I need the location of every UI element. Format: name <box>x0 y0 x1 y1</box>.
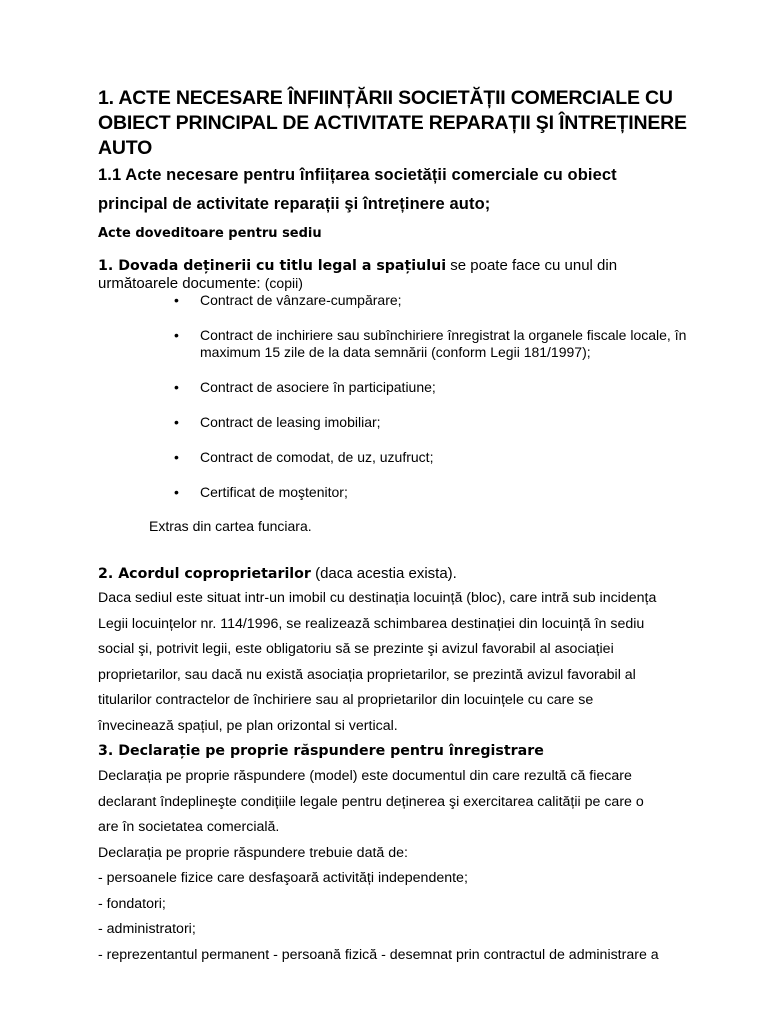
documents-list <box>98 292 718 501</box>
list-item-text: Contract de inchiriere sau subînchiriere înregistrat la organele fiscale locale, în maximum 15 zile de la data semnării (conform Legii 181/1997); <box>200 327 687 360</box>
item2-text: (daca acestia exista). <box>310 565 457 582</box>
paragraph-line: proprietarilor, sau dacă nu există asociația proprietarilor, se prezintă avizul favorabil al <box>98 666 636 683</box>
bullet-icon: • <box>174 414 179 430</box>
item1-note: (copii) <box>264 275 303 291</box>
paragraph-line: - persoanele fizice care desfaşoară activități independente; <box>98 870 468 886</box>
item1-text-a: se poate face cu unul din <box>446 257 618 274</box>
list-item-text: Certificat de moştenitor; <box>200 484 348 500</box>
list-item <box>98 414 718 431</box>
paragraph-line: social şi, potrivit legii, este obligatoriu să se prezinte şi avizul favorabil al asociației <box>98 641 614 657</box>
document-page <box>98 86 718 968</box>
list-item-text: Contract de leasing imobiliar; <box>200 414 381 430</box>
extras-line: Extras din cartea funciara. <box>149 518 312 534</box>
list-item-text: Contract de comodat, de uz, uzufruct; <box>200 449 434 465</box>
paragraph-line: Declarația pe proprie răspundere trebuie dată de: <box>98 844 408 861</box>
list-item <box>98 484 718 501</box>
paragraph-line: titularilor contractelor de închiriere sau al proprietarilor din locuințele cu care se <box>98 692 594 708</box>
paragraph-line: - fondatori; <box>98 895 166 912</box>
bullet-icon: • <box>174 379 179 395</box>
paragraph-line: Daca sediul este situat intr-un imobil cu destinația locuință (bloc), care intră sub incidența <box>98 590 657 606</box>
item3-paragraph <box>98 764 718 968</box>
section-heading: Acte doveditoare pentru sediu <box>98 226 322 241</box>
item1-paragraph <box>98 257 718 292</box>
title-line: AUTO <box>98 137 153 159</box>
item2-bold: 2. Acordul coproprietarilor <box>98 566 311 582</box>
paragraph-line: învecinează spațiul, pe plan orizontal si vertical. <box>98 717 398 734</box>
paragraph-line: are în societatea comercială. <box>98 819 280 835</box>
list-item <box>98 449 718 466</box>
title-line: OBIECT PRINCIPAL DE ACTIVITATE REPARAȚII ŞI ÎNTREȚINERE <box>98 112 687 134</box>
list-item <box>98 379 718 396</box>
list-item <box>98 292 718 309</box>
item3-heading: 3. Declarație pe proprie răspundere pentru înregistrare <box>98 743 544 759</box>
bullet-icon: • <box>174 484 179 500</box>
bullet-icon: • <box>174 327 179 343</box>
paragraph-line: declarant îndeplineşte condițiile legale pentru deținerea şi exercitarea calității pe care o <box>98 793 644 810</box>
document-title <box>98 86 718 161</box>
document-subtitle <box>98 161 718 219</box>
list-item <box>98 327 718 361</box>
paragraph-line: - reprezentantul permanent - persoană fizică - desemnat prin contractul de administrare a <box>98 946 659 963</box>
title-line: 1. ACTE NECESARE ÎNFIINȚĂRII SOCIETĂȚII COMERCIALE CU <box>98 87 673 109</box>
paragraph-line: Legii locuințelor nr. 114/1996, se realizează schimbarea destinației din locuință în sediu <box>98 615 645 632</box>
subtitle-line: 1.1 Acte necesare pentru înfiițarea societății comerciale cu obiect <box>98 166 617 184</box>
bullet-icon: • <box>174 449 179 465</box>
item1-bold: 1. Dovada deținerii cu titlu legal a spațiului <box>98 258 447 274</box>
bullet-icon: • <box>174 292 179 308</box>
paragraph-line: - administratori; <box>98 921 196 937</box>
paragraph-line: Declarația pe proprie răspundere (model) este documentul din care rezultă că fiecare <box>98 768 632 784</box>
list-item-text: Contract de vânzare-cumpărare; <box>200 292 402 308</box>
item2-paragraph <box>98 586 718 739</box>
item1-text-b: următoarele documente: <box>98 275 265 292</box>
item2-heading <box>98 565 718 583</box>
subtitle-line: principal de activitate reparații şi întreținere auto; <box>98 195 491 213</box>
list-item-text: Contract de asociere în participatiune; <box>200 379 436 395</box>
